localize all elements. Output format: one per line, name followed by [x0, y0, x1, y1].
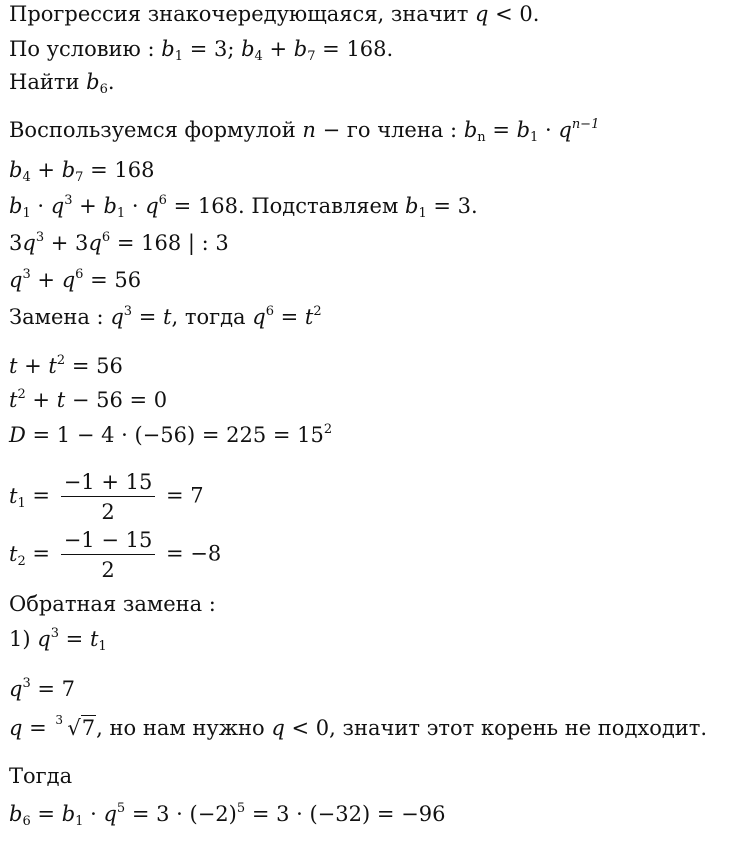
line-eq6: $t^2 + t - 56 = 0$ [9, 387, 168, 412]
line-find: Найти $b_6$. [9, 70, 115, 97]
line-eq1: $b_4 + b_7 = 168$ [9, 158, 155, 185]
cube-root: 3 √7 [55, 713, 96, 740]
fraction: $\frac{-1 + 15}{2}$ [61, 470, 156, 524]
line-replace: Замена : $q^3 = t$, тогда $q^6 = t^2$ [9, 304, 322, 329]
line-cube-root: q = 3 √7, но нам нужно q < 0, значит этот корень не подходит. [9, 713, 708, 740]
line-reverse: Обратная замена : [9, 592, 216, 616]
math: $b_6$ [86, 70, 108, 97]
math: n [302, 118, 316, 142]
math: $b_1$ [161, 37, 184, 64]
line-progression: Прогрессия знакочередующаяся, значит q < 0. [9, 2, 540, 26]
line-root1: $t_1$ = $\frac{-1 + 15}{2}$ = 7 [9, 470, 204, 524]
line-discriminant: $D = 1 - 4 \cdot (-56) = 225 = 15^2$ [9, 422, 333, 447]
line-eq3: $3q^3 + 3q^6 = 168$ | : 3 [9, 230, 229, 255]
line-formula: Воспользуемся формулой n − го члена : $b_n = b_1 \cdot q^{n-1}$ [9, 117, 600, 145]
math: $b_1$ [516, 118, 539, 145]
line-then: Тогда [9, 764, 73, 788]
math: q [475, 2, 489, 26]
math: $b_4$ [241, 37, 263, 64]
line-condition: По условию : $b_1 = 3$; $b_4 + b_7 = 168$. [9, 37, 394, 64]
line-case1: 1) $q^3 = t_1$ [9, 626, 107, 654]
math: $b_n$ [463, 118, 486, 145]
line-eq7: $q^3 = 7$ [9, 676, 76, 701]
line-eq4: $q^3 + q^6 = 56$ [9, 267, 142, 292]
line-answer: $b_6 = b_1 \cdot q^5 = 3 \cdot (-2)^5 = 3 \cdot (-32) = -96$ [9, 801, 446, 829]
line-eq2: $b_1 \cdot q^3 + b_1 \cdot q^6 = 168$. Подставляем $b_1 = 3$. [9, 193, 478, 221]
line-eq5: $t + t^2 = 56$ [9, 353, 123, 378]
fraction: $\frac{-1 - 15}{2}$ [61, 528, 156, 582]
math: $q^{n-1}$ [558, 117, 600, 142]
line-root2: $t_2$ = $\frac{-1 - 15}{2}$ = −8 [9, 528, 222, 582]
math: $b_7$ [293, 37, 316, 64]
